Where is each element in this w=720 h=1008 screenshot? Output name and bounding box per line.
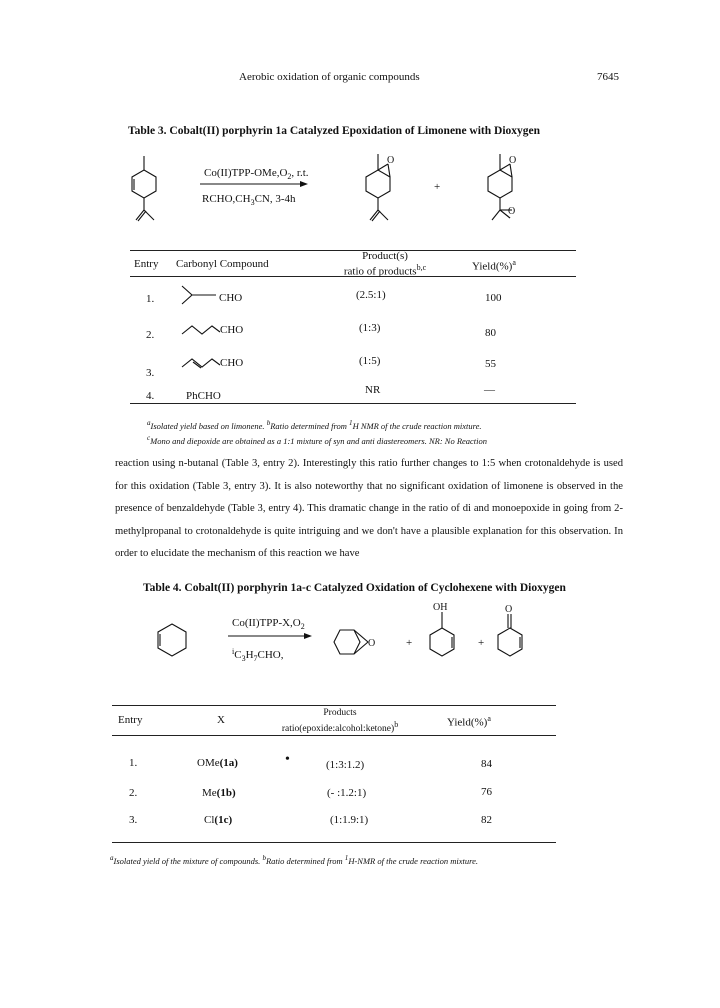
table3-bottom-rule bbox=[130, 403, 576, 404]
t3-row4-entry: 4. bbox=[146, 390, 155, 402]
reagent-bottom: $RCHO,CH_3CN$, 3-4h bbox=[202, 193, 296, 207]
t4-row1-x: OMe(1a) bbox=[197, 757, 238, 769]
t3-row3-entry: 3. bbox=[146, 367, 155, 379]
t4-row3-entry: 3. bbox=[129, 814, 138, 826]
t3-row4-yield: — bbox=[484, 384, 495, 396]
t4-row3-ratio: (1:1.9:1) bbox=[330, 814, 369, 826]
svg-text:O: O bbox=[387, 155, 395, 166]
running-title: Aerobic oxidation of organic compounds bbox=[239, 71, 420, 83]
t4-row2-yield: 76 bbox=[481, 786, 492, 798]
t4-header-products: Products ratio(epoxide:alcohol:ketone)$^b$ bbox=[281, 708, 399, 735]
cyclohexenone-structure bbox=[498, 614, 522, 656]
t4-header-entry: Entry bbox=[118, 714, 143, 726]
table3-caption: Table 3. Cobalt(II) porphyrin 1a Catalyzed Epoxidation of Limonene with Dioxygen bbox=[128, 125, 541, 137]
t3-row2-entry: 2. bbox=[146, 329, 155, 341]
cyclohexene-oxide-structure bbox=[334, 630, 368, 654]
table4-reaction-scheme bbox=[140, 598, 580, 678]
t3-header-products: Product(s) ratio of products$^{b,c}$ bbox=[343, 250, 427, 278]
t4-footnote: $^a$Isolated yield of the mixture of compounds. $^b$Ratio determined from $^1$H-NMR of the crude reaction mixture. bbox=[110, 854, 478, 866]
t3-row2-yield: 80 bbox=[485, 327, 496, 339]
t4-row1-yield: 84 bbox=[481, 758, 492, 770]
table4-caption: Table 4. Cobalt(II) porphyrin 1a-c Catalyzed Oxidation of Cyclohexene with Dioxygen bbox=[143, 582, 566, 594]
t4-row2-x: Me(1b) bbox=[202, 787, 236, 799]
t3-row1-entry: 1. bbox=[146, 293, 155, 305]
plus-sign: + bbox=[434, 181, 441, 193]
cyclohexenol-structure bbox=[430, 612, 454, 656]
t3-row1-cho: CHO bbox=[219, 292, 243, 304]
svg-text:+: + bbox=[406, 637, 413, 649]
t4-row1-ratio: (1:3:1.2) bbox=[326, 759, 365, 771]
t4-reagent-bottom: $^iC_3H_7CHO$, bbox=[232, 647, 284, 663]
t4-reagent-top: $Co(II)TPP-X,O_2$ bbox=[232, 617, 305, 631]
t3-row1-yield: 100 bbox=[485, 292, 502, 304]
table4-top-rule bbox=[112, 705, 556, 706]
t3-row4-ratio: NR bbox=[365, 384, 381, 396]
page-number: 7645 bbox=[597, 71, 619, 83]
svg-text:+: + bbox=[478, 637, 485, 649]
t3-row4-carbonyl: PhCHO bbox=[186, 390, 221, 402]
t4-row2-entry: 2. bbox=[129, 787, 138, 799]
t3-row1-structure bbox=[180, 284, 220, 308]
t4-header-x: X bbox=[217, 714, 225, 726]
t4-row2-ratio: (- :1.2:1) bbox=[327, 787, 367, 799]
t3-row2-cho: CHO bbox=[220, 324, 244, 336]
t3-row3-yield: 55 bbox=[485, 358, 496, 370]
svg-text:OH: OH bbox=[433, 602, 448, 613]
t3-row2-ratio: (1:3) bbox=[359, 322, 381, 334]
limonene-structure bbox=[132, 156, 156, 221]
t3-footnote-2: $^c$Mono and diepoxide are obtained as a 1:1 mixture of syn and anti diastereomers. NR: No Reaction bbox=[147, 434, 488, 446]
t4-row1-entry: 1. bbox=[129, 757, 138, 769]
svg-text:O: O bbox=[509, 155, 517, 166]
table3-reaction-scheme bbox=[100, 148, 600, 248]
t4-row3-x: Cl(1c) bbox=[204, 814, 233, 826]
t3-header-carbonyl: Carbonyl Compound bbox=[176, 258, 269, 270]
t4-header-yield: Yield(%)$^a$ bbox=[447, 714, 491, 729]
t3-row3-cho: CHO bbox=[220, 357, 244, 369]
t3-footnote-1: $^a$Isolated yield based on limonene. $^b$Ratio determined from $^1$H NMR of the crude reaction mixture. bbox=[147, 419, 482, 431]
reagent-top: $Co(II)TPP-OMe,O_2$, r.t. bbox=[204, 167, 309, 181]
t3-header-yield: Yield(%)$^a$ bbox=[472, 258, 516, 273]
t4-row1-mark: • bbox=[285, 752, 290, 767]
svg-text:O: O bbox=[368, 638, 376, 649]
t3-row1-ratio: (2.5:1) bbox=[356, 289, 386, 301]
table4-bottom-rule bbox=[112, 842, 556, 843]
t3-header-entry: Entry bbox=[134, 258, 159, 270]
body-paragraph: reaction using n-butanal (Table 3, entry 2). Interestingly this ratio further changes to 1:5 when crotonaldehyde is used for this oxidation (Table 3, entry 3). It is also noteworthy that no significant oxidation of limonene is observed in the presence of benzaldehyde (Table 3, entry 4). This dramatic change in the ratio of di and monoepoxide in going from 2-methylpropanal to crotonaldehyde is quite intriguing and we don't have a plausible explanation for this observation. In order to elucidate the mechanism of this reaction we have bbox=[115, 458, 623, 559]
t3-row3-ratio: (1:5) bbox=[359, 355, 381, 367]
cyclohexene-structure bbox=[158, 624, 186, 656]
svg-text:O: O bbox=[505, 604, 513, 615]
svg-text:O: O bbox=[508, 206, 516, 217]
t4-row3-yield: 82 bbox=[481, 814, 492, 826]
